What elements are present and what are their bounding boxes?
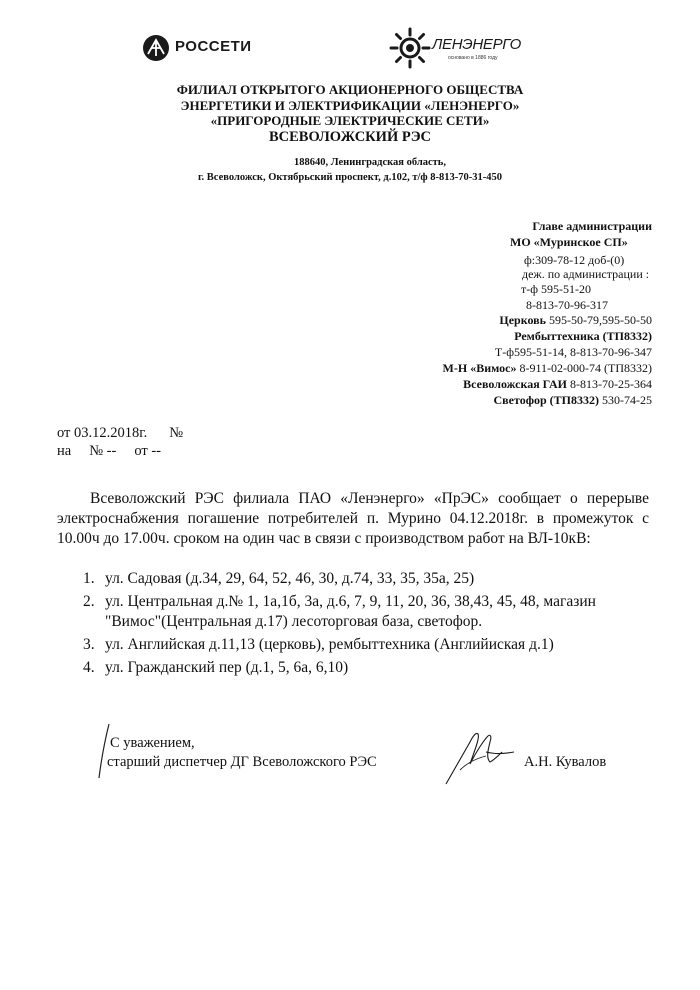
rosseti-logo-text: РОССЕТИ xyxy=(175,38,252,55)
letter-number-label: № xyxy=(169,425,184,441)
list-item: 2. ул. Центральная д.№ 1, 1а,1б, 3а, д.6, 7, 9, 11, 20, 36, 38,43, 45, 48, магазин "Вимос"(Центральная д.17) лесоторговая база, светофор. xyxy=(83,593,596,630)
recipient-rembyt: Рембыттехника (ТП8332) xyxy=(514,329,652,343)
body-paragraph: Всеволожский РЭС филиала ПАО «Ленэнерго» «ПрЭС» сообщает о перерыве электроснабжения погашение потребителей п. Мурино 04.12.2018г. в промежуток с 10.00ч до 17.00ч. сроком на один час в связи с производством работ на ВЛ-10кВ: xyxy=(57,490,649,547)
recipient-gai: Всеволожская ГАИ 8-813-70-25-364 xyxy=(463,377,652,391)
letterhead-line-4: ВСЕВОЛОЖСКИЙ РЭС xyxy=(268,129,432,145)
address-line-2: г. Всеволожск, Октябрьский проспект, д.102, т/ф 8-813-70-31-450 xyxy=(197,172,503,183)
signature-regards: С уважением, xyxy=(110,735,195,751)
recipient-vimos: М-Н «Вимос» 8-911-02-000-74 (ТП8332) xyxy=(442,361,652,375)
reply-reference: на № -- от -- xyxy=(57,443,162,459)
recipient-phone-1: ф:309-78-12 доб-(0) xyxy=(524,253,625,267)
letterhead-line-3: «ПРИГОРОДНЫЕ ЭЛЕКТРИЧЕСКИЕ СЕТИ» xyxy=(210,113,490,128)
letter-date: от 03.12.2018г. № xyxy=(57,425,184,441)
lenenergo-sun-icon xyxy=(388,26,432,70)
letterhead-line-2: ЭНЕРГЕТИКИ И ЭЛЕКТРИФИКАЦИИ «ЛЕНЭНЕРГО» xyxy=(180,98,520,113)
recipient-rembyt-phone: Т-ф595-51-14, 8-813-70-96-347 xyxy=(494,345,652,359)
signature-position: старший диспетчер ДГ Всеволожского РЭС xyxy=(107,754,377,770)
recipient-head-1: Главе администрации xyxy=(532,219,652,233)
lenenergo-logo xyxy=(388,26,528,70)
recipient-head-2: МО «Муринское СП» xyxy=(510,235,628,249)
recipient-duty: деж. по администрации : xyxy=(522,267,650,281)
signature-name: А.Н. Кувалов xyxy=(524,754,607,770)
recipient-svetofor: Светофор (ТП8332) 530-74-25 xyxy=(493,393,652,407)
recipient-phone-2: т-ф 595-51-20 xyxy=(521,282,592,296)
list-item: 3. ул. Английская д.11,13 (церковь), рембыттехника (Английиская д.1) xyxy=(83,636,554,653)
lenenergo-logo-text: ЛЕНЭНЕРГО xyxy=(432,36,521,53)
recipient-phone-3: 8-813-70-96-317 xyxy=(526,298,608,312)
rosseti-logo xyxy=(142,34,292,62)
address-line-1: 188640, Ленинградская область, xyxy=(294,157,446,168)
lenenergo-logo-subtitle: основано в 1886 году xyxy=(448,55,498,61)
recipient-church: Церковь 595-50-79,595-50-50 xyxy=(499,313,652,327)
letterhead-line-1: ФИЛИАЛ ОТКРЫТОГО АКЦИОНЕРНОГО ОБЩЕСТВА xyxy=(176,82,524,97)
list-item: 4. ул. Гражданский пер (д.1, 5, 6а, 6,10) xyxy=(83,659,349,676)
list-item: 1. ул. Садовая (д.34, 29, 64, 52, 46, 30, д.74, 33, 35, 35а, 25) xyxy=(83,570,475,587)
affected-streets-list xyxy=(83,569,643,681)
handwritten-signature-icon xyxy=(440,722,520,792)
rosseti-emblem-icon xyxy=(142,34,170,62)
